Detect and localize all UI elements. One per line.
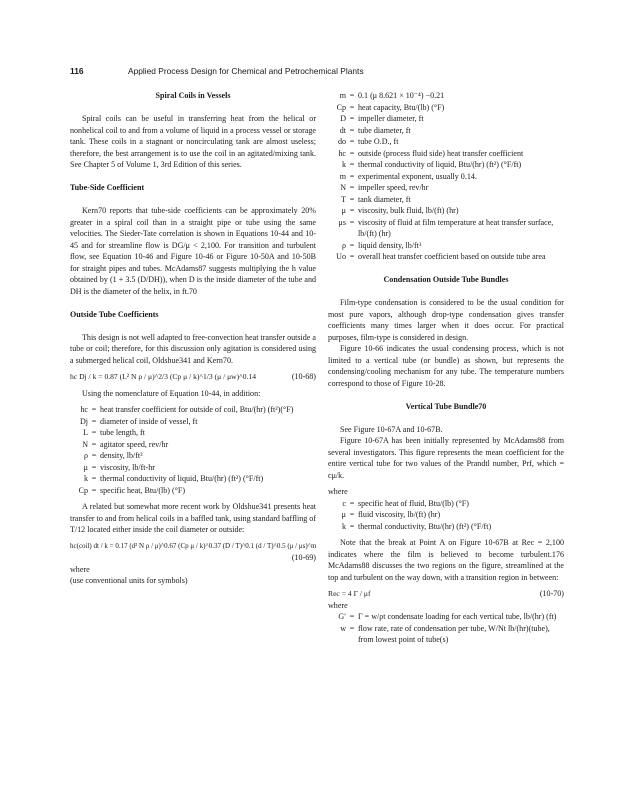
where-label-right: where: [328, 487, 348, 496]
vertical-paragraph-2: Figure 10-67A has been initially represented by McAdams88 from several investigators. This figure represents the mean coefficient for the entire vertical tube for two values of the Prandtl number, Prf, which = cμ/k.: [328, 436, 564, 480]
tube-side-paragraph: Kern70 reports that tube-side coefficients can be approximately 20% greater in a spiral coil than in a straight pipe or tube using the same velocities. The Sieder-Tate correlation is shown in Equations 10-44 and 10-45 and for streamline flow is DG/μ < 2,100. For transition and turbulent flow, see Equation 10-46 and Figure 10-46 or Figure 10-50A and 10-50B for straight pipes and tubes. McAdams87 suggests multiplying the h value obtained by (1 + 3.5 (D/DH)), when D is the inside diameter of the tube and DH is the diameter of the helix, in ft.70: [70, 206, 316, 296]
where-label: where: [70, 564, 90, 574]
equation-10-69-formula: hc(coil) dt / k = 0.17 (d² N ρ / μ)^0.67 (Cp μ / k)^0.37 (D / T)^0.1 (d / T)^0.5 (μ / μs)^m: [70, 541, 317, 550]
definition-item: k = thermal conductivity of liquid, Btu/(hr) (ft²) (°F/ft): [83, 474, 264, 483]
outside-coefficients-heading: Outside Tube Coefficients: [70, 309, 159, 319]
definition-item: μ = fluid viscosity, lb/(ft) (hr): [341, 510, 441, 519]
definitions-list-1: [70, 404, 316, 496]
see-figure-text: See Figure 10-67A and 10-67B.: [340, 424, 443, 434]
outside-coefficients-paragraph: This design is not well adapted to free-convection heat transfer outside a tube or coil; therefore, for this discussion only agitation is considered using a submerged helical coil, Oldshue341 and Kern70.: [70, 332, 316, 365]
definition-item: dt = tube diameter, ft: [339, 125, 411, 135]
nomenclature-intro: Using the nomenclature of Equation 10-44, in addition:: [82, 388, 261, 398]
definition-item: T = tank diameter, ft: [341, 194, 411, 204]
definition-item: N = agitator speed, rev/hr: [82, 439, 169, 449]
definition-item: D = impeller diameter, ft: [340, 114, 424, 123]
definition-item: m = 0.1 (μ 8.621 × 10⁻⁴) −0.21: [339, 91, 445, 100]
definitions-list-2: [328, 90, 564, 263]
definition-item: ρ = density, lb/ft³: [83, 451, 143, 460]
definition-item: G′ = Γ = w/ρt condensate loading for each vertical tube, lb/(hr) (ft): [338, 612, 557, 621]
equation-10-70-formula: Rec = 4 Γ / μf: [328, 589, 371, 598]
definition-item: L = tube length, ft: [83, 428, 145, 437]
intro-paragraph: Spiral coils can be useful in transferring heat from the helical or nonhelical coil to and from a volume of liquid in a process vessel or storage tank. These coils in a stagnant or noncirculating tank are almost useless; therefore, the best arrangement is to use the coil in an agitated/mixing tank. See Chapter 5 of Volume 1, 3rd Edition of this series.: [70, 114, 316, 169]
definition-item: μ = viscosity, lb/ft-hr: [83, 462, 155, 472]
equation-10-69-number: (10-69): [291, 553, 316, 562]
left-column: [70, 90, 316, 587]
definitions-list-3: [328, 498, 564, 533]
page-header: [70, 66, 560, 80]
page-number: 116: [70, 66, 84, 76]
equation-10-68: [70, 371, 316, 383]
definition-item: hc = heat transfer coefficient for outside of coil, Btu/(hr) (ft²)(°F): [80, 405, 294, 414]
definition-item: Cp = heat capacity, Btu/(lb) (°F): [336, 102, 445, 112]
equation-10-68-number: (10-68): [291, 372, 316, 381]
definition-item: N = impeller speed, rev/hr: [340, 183, 429, 192]
definitions-list-4: [328, 611, 564, 646]
definition-item: c = specific heat of fluid, Btu/(lb) (°F): [342, 498, 469, 508]
equation-10-68-formula: hc Dj / k = 0.87 (L² N ρ / μ)^2/3 (Cp μ / k)^1/3 (μ / μw)^0.14: [70, 372, 257, 381]
break-point-paragraph: Note that the break at Point A on Figure 10-67B at Rec = 2,100 indicates where the film is believed to become turbulent.176 McAdams88 discusses the two regions on the figure, streamlined at the top and turbulent on the way down, with a transition region in between:: [328, 538, 564, 582]
definition-item: ρ = liquid density, lb/ft³: [341, 240, 422, 250]
condensation-paragraph-2: Figure 10-66 indicates the usual condensing process, which is not limited to a vertical tube (or bundle) as shown, but represents the condensing/cooling mechanism for any tube. The temperature numbers correspond to those of Figure 10-28.: [328, 344, 564, 388]
equation-10-69: [70, 541, 316, 564]
where-label-right-2: where: [328, 600, 348, 610]
definition-item: k = thermal conductivity of liquid, Btu/(hr) (ft²) (°F/ft): [341, 160, 522, 169]
definition-item: μ = viscosity, bulk fluid, lb/(ft) (hr): [341, 206, 459, 215]
definition-item: hc = outside (process fluid side) heat transfer coefficient: [338, 148, 524, 158]
definition-item: Uo = overall heat transfer coefficient based on outside tube area: [336, 252, 546, 261]
related-work-paragraph: A related but somewhat more recent work by Oldshue341 presents heat transfer to and from helical coils in a baffled tank, using standard baffling of T/12 located either inside the coil diameter or outside:: [70, 502, 316, 534]
definition-item: m = experimental exponent, usually 0.14.: [339, 171, 477, 181]
right-column: [328, 90, 564, 646]
equation-10-70-number: (10-70): [539, 589, 564, 598]
equation-10-70: [328, 588, 564, 600]
definition-item: μs = viscosity of fluid at film temperature at heat transfer surface, lb/(ft) (hr): [338, 217, 554, 238]
condensation-heading: Condensation Outside Tube Bundles: [383, 275, 509, 284]
tube-side-heading: Tube-Side Coefficient: [70, 183, 145, 192]
vertical-bundle-heading: Vertical Tube Bundle70: [405, 401, 487, 411]
condensation-paragraph-1: Film-type condensation is considered to be the usual condition for most pure vapors, although drop-type condensation gives transfer coefficients many times larger when it does occur. For practical purposes, film-type is considered in design.: [328, 298, 564, 342]
book-title: Applied Process Design for Chemical and Petrochemical Plants: [128, 66, 364, 76]
definition-item: Dj = diameter of inside of vessel, ft: [79, 416, 198, 426]
section-title-spiral-coils: Spiral Coils in Vessels: [155, 91, 231, 100]
definition-item: do = tube O.D., ft: [337, 137, 399, 146]
definition-item: k = thermal conductivity, Btu/(hr) (ft²) (°F/ft): [341, 521, 492, 531]
definition-item: Cp = specific heat, Btu/(lb) (°F): [78, 485, 186, 495]
units-note: (use conventional units for symbols): [70, 576, 188, 585]
definition-item: w = flow rate, rate of condensation per tube, W/Nt lb/(hr)(tube), from lowest point of tube(s): [340, 623, 550, 644]
